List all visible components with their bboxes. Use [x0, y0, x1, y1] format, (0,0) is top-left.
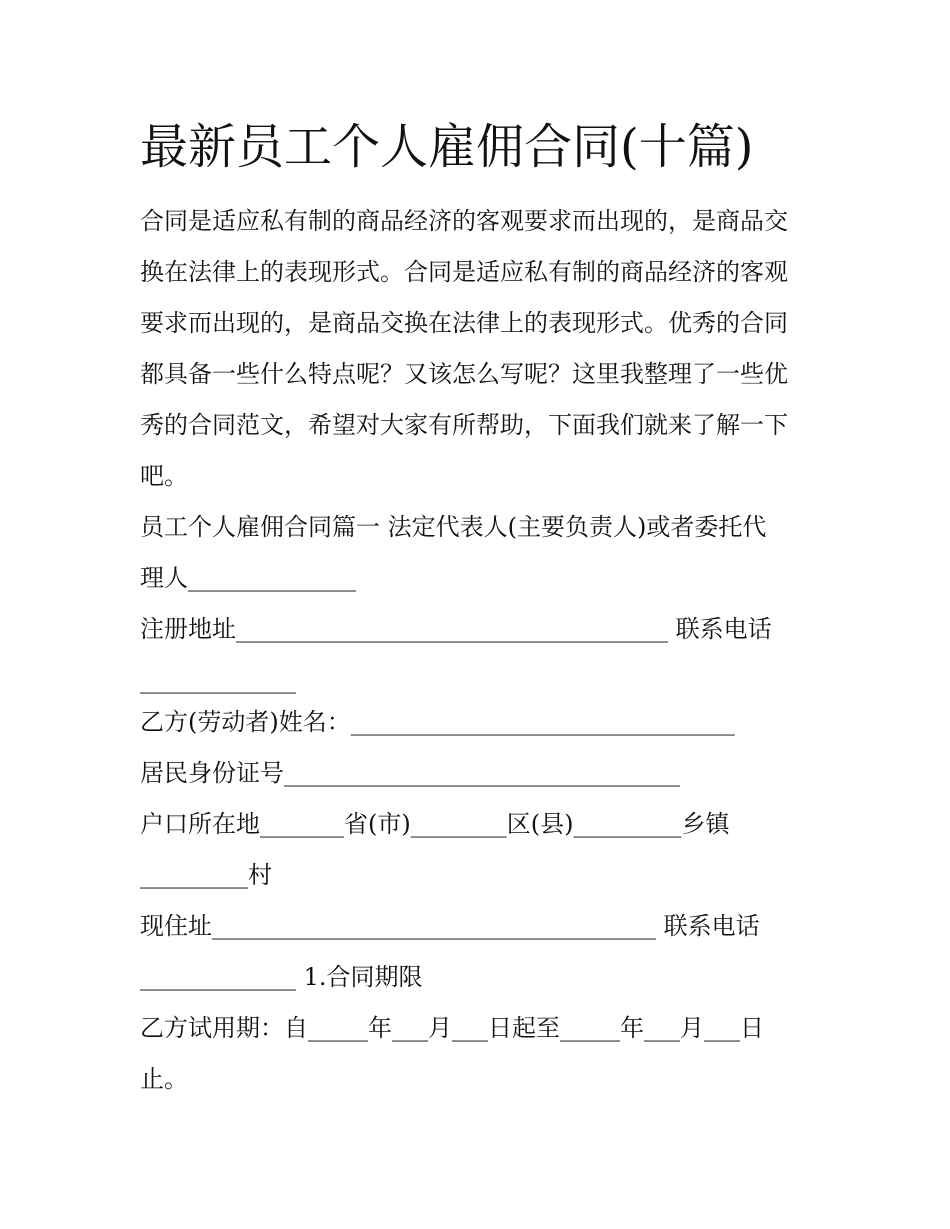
document-title: 最新员工个人雇佣合同(十篇): [140, 119, 754, 175]
intro-line-5: 秀的合同范文，希望对大家有所帮助，下面我们就来了解一下: [140, 411, 788, 439]
contract-heading-line: 员工个人雇佣合同篇一 法定代表人(主要负责人)或者委托代: [140, 513, 767, 541]
phone-blank-1: _____________: [140, 666, 296, 694]
probation-period-end: 止。: [140, 1065, 188, 1093]
intro-line-6: 吧。: [140, 462, 188, 490]
worker-name-field: 乙方(劳动者)姓名：________________________________: [140, 708, 735, 736]
agent-field: 理人______________: [140, 564, 356, 592]
intro-line-1: 合同是适应私有制的商品经济的客观要求而出现的，是商品交: [140, 207, 788, 235]
intro-line-3: 要求而出现的，是商品交换在法律上的表现形式。优秀的合同: [140, 309, 788, 337]
intro-line-4: 都具备一些什么特点呢？又该怎么写呢？这里我整理了一些优: [140, 360, 788, 388]
probation-period-line: 乙方试用期：自_____年___月___日起至_____年___月___日: [140, 1014, 764, 1042]
id-number-field: 居民身份证号_________________________________: [140, 759, 680, 787]
current-address-field: 现住址_____________________________________ 联系电话: [140, 912, 760, 940]
intro-line-2: 换在法律上的表现形式。合同是适应私有制的商品经济的客观: [140, 258, 788, 286]
contract-term-line: _____________ 1.合同期限: [140, 963, 423, 991]
registered-address-field: 注册地址____________________________________ 联系电话: [140, 615, 772, 643]
household-location-field: 户口所在地_______省(市)________区(县)_________乡镇: [140, 810, 730, 838]
village-field: _________村: [140, 861, 272, 889]
